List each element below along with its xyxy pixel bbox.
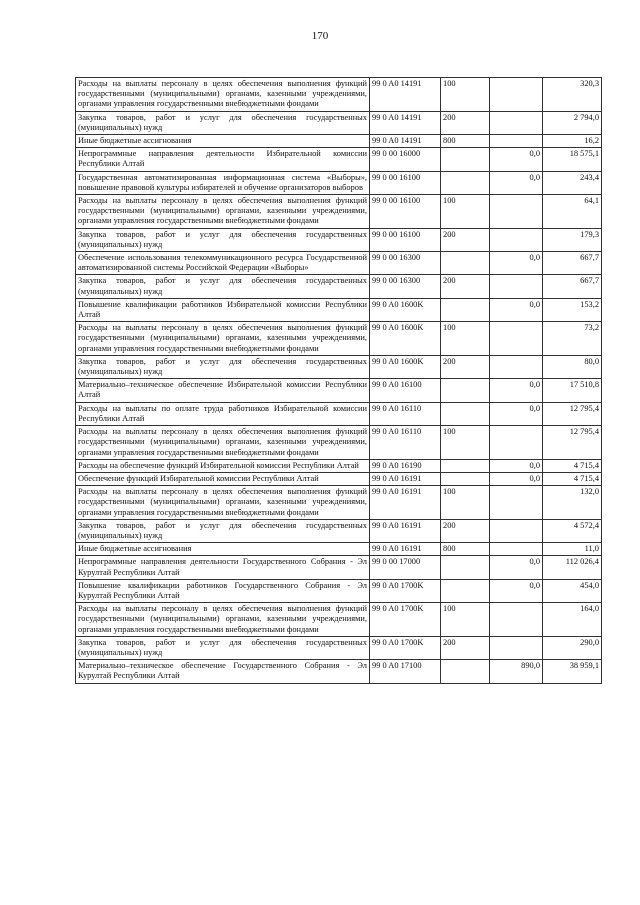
row-amount-b-cell: 38 959,1 (543, 660, 602, 683)
row-amount-b-cell: 12 795,4 (543, 426, 602, 460)
row-type-cell: 200 (441, 228, 490, 251)
row-amount-a-cell (490, 426, 543, 460)
row-code-cell: 99 0 00 16100 (370, 228, 441, 251)
row-amount-b-cell: 132,0 (543, 486, 602, 520)
row-type-cell (441, 298, 490, 321)
row-type-cell: 100 (441, 603, 490, 637)
row-amount-a-cell: 0,0 (490, 459, 543, 472)
table-row (76, 111, 602, 134)
row-code-cell: 99 0 A0 14191 (370, 78, 441, 112)
row-amount-a-cell: 0,0 (490, 556, 543, 579)
row-name-cell: Расходы на выплаты персоналу в целях обеспечения выполнения функций государственными (муниципальными) органами, казенными учреждениями, органами управления государственными внебюджетными фондами (76, 78, 370, 112)
row-type-cell (441, 660, 490, 683)
row-code-cell: 99 0 A0 1700K (370, 579, 441, 602)
table-row (76, 556, 602, 579)
row-name-cell: Непрограммные направления деятельности Государственного Собрания - Эл Курултай Республики Алтай (76, 556, 370, 579)
row-code-cell: 99 0 A0 1600K (370, 355, 441, 378)
row-amount-b-cell: 64,1 (543, 195, 602, 229)
row-name-cell: Расходы на обеспечение функций Избирательной комиссии Республики Алтай (76, 459, 370, 472)
table-row (76, 78, 602, 112)
row-name-cell: Материально–техническое обеспечение Избирательной комиссии Республики Алтай (76, 379, 370, 402)
row-type-cell: 800 (441, 135, 490, 148)
row-amount-b-cell: 667,7 (543, 275, 602, 298)
row-code-cell: 99 0 00 16100 (370, 171, 441, 194)
row-amount-a-cell (490, 543, 543, 556)
row-name-cell: Расходы на выплаты персоналу в целях обеспечения выполнения функций государственными (муниципальными) органами, казенными учреждениями, органами управления государственными внебюджетными фондами (76, 322, 370, 356)
row-name-cell: Закупка товаров, работ и услуг для обеспечения государственных (муниципальных) нужд (76, 636, 370, 659)
row-type-cell: 100 (441, 322, 490, 356)
row-type-cell: 100 (441, 195, 490, 229)
row-name-cell: Расходы на выплаты персоналу в целях обеспечения выполнения функций государственными (муниципальными) органами, казенными учреждениями, органами управления государственными внебюджетными фондами (76, 195, 370, 229)
row-amount-a-cell: 0,0 (490, 472, 543, 485)
row-amount-b-cell: 290,0 (543, 636, 602, 659)
row-name-cell: Обеспечение функций Избирательной комиссии Республики Алтай (76, 472, 370, 485)
row-amount-b-cell: 243,4 (543, 171, 602, 194)
table-row (76, 472, 602, 485)
row-code-cell: 99 0 A0 17100 (370, 660, 441, 683)
row-amount-a-cell (490, 228, 543, 251)
table-row (76, 486, 602, 520)
row-type-cell: 100 (441, 78, 490, 112)
row-amount-a-cell (490, 636, 543, 659)
row-type-cell: 100 (441, 426, 490, 460)
table-row (76, 252, 602, 275)
table-row (76, 603, 602, 637)
row-name-cell: Расходы на выплаты персоналу в целях обеспечения выполнения функций государственными (муниципальными) органами, казенными учреждениями, органами управления государственными внебюджетными фондами (76, 426, 370, 460)
row-type-cell: 800 (441, 543, 490, 556)
row-amount-a-cell (490, 78, 543, 112)
table-row (76, 519, 602, 542)
row-amount-b-cell: 12 795,4 (543, 402, 602, 425)
row-amount-b-cell: 112 026,4 (543, 556, 602, 579)
row-amount-b-cell: 179,3 (543, 228, 602, 251)
row-code-cell: 99 0 00 17000 (370, 556, 441, 579)
row-type-cell (441, 171, 490, 194)
row-amount-a-cell (490, 322, 543, 356)
row-name-cell: Закупка товаров, работ и услуг для обеспечения государственных (муниципальных) нужд (76, 228, 370, 251)
row-code-cell: 99 0 A0 16191 (370, 486, 441, 520)
table-row (76, 228, 602, 251)
row-amount-a-cell (490, 603, 543, 637)
row-name-cell: Иные бюджетные ассигнования (76, 135, 370, 148)
row-type-cell: 100 (441, 486, 490, 520)
table-row (76, 543, 602, 556)
table-row (76, 135, 602, 148)
row-name-cell: Закупка товаров, работ и услуг для обеспечения государственных (муниципальных) нужд (76, 275, 370, 298)
row-amount-a-cell: 0,0 (490, 579, 543, 602)
table-row (76, 459, 602, 472)
row-code-cell: 99 0 00 16300 (370, 275, 441, 298)
row-amount-a-cell (490, 355, 543, 378)
row-code-cell: 99 0 A0 1600K (370, 298, 441, 321)
table-row (76, 579, 602, 602)
row-amount-b-cell: 153,2 (543, 298, 602, 321)
row-amount-b-cell: 17 510,8 (543, 379, 602, 402)
row-amount-b-cell: 11,0 (543, 543, 602, 556)
row-amount-b-cell: 320,3 (543, 78, 602, 112)
row-amount-a-cell (490, 135, 543, 148)
table-row (76, 660, 602, 683)
row-amount-a-cell: 0,0 (490, 379, 543, 402)
row-name-cell: Иные бюджетные ассигнования (76, 543, 370, 556)
table-row (76, 298, 602, 321)
row-name-cell: Повышение квалификации работников Избирательной комиссии Республики Алтай (76, 298, 370, 321)
row-amount-a-cell: 890,0 (490, 660, 543, 683)
row-amount-a-cell (490, 486, 543, 520)
row-type-cell: 200 (441, 355, 490, 378)
row-type-cell (441, 252, 490, 275)
row-name-cell: Непрограммные направления деятельности Избирательной комиссии Республики Алтай (76, 148, 370, 171)
row-amount-a-cell: 0,0 (490, 171, 543, 194)
row-amount-a-cell (490, 519, 543, 542)
row-code-cell: 99 0 A0 14191 (370, 135, 441, 148)
row-name-cell: Закупка товаров, работ и услуг для обеспечения государственных (муниципальных) нужд (76, 519, 370, 542)
row-amount-b-cell: 4 572,4 (543, 519, 602, 542)
row-code-cell: 99 0 00 16300 (370, 252, 441, 275)
row-name-cell: Материально–техническое обеспечение Государственного Собрания - Эл Курултай Республики Алтай (76, 660, 370, 683)
row-code-cell: 99 0 A0 16190 (370, 459, 441, 472)
row-amount-a-cell (490, 275, 543, 298)
row-amount-a-cell: 0,0 (490, 148, 543, 171)
row-type-cell (441, 556, 490, 579)
row-type-cell: 200 (441, 275, 490, 298)
row-amount-b-cell: 2 794,0 (543, 111, 602, 134)
table-row (76, 402, 602, 425)
row-code-cell: 99 0 A0 14191 (370, 111, 441, 134)
row-amount-b-cell: 4 715,4 (543, 472, 602, 485)
row-amount-b-cell: 4 715,4 (543, 459, 602, 472)
budget-table (75, 77, 602, 684)
row-type-cell: 200 (441, 636, 490, 659)
row-type-cell (441, 379, 490, 402)
row-code-cell: 99 0 A0 16191 (370, 519, 441, 542)
row-amount-a-cell: 0,0 (490, 402, 543, 425)
table-row (76, 426, 602, 460)
row-type-cell (441, 472, 490, 485)
row-name-cell: Расходы на выплаты персоналу в целях обеспечения выполнения функций государственными (муниципальными) органами, казенными учреждениями, органами управления государственными внебюджетными фондами (76, 603, 370, 637)
row-code-cell: 99 0 A0 1700K (370, 636, 441, 659)
row-code-cell: 99 0 00 16000 (370, 148, 441, 171)
row-amount-b-cell: 73,2 (543, 322, 602, 356)
page-number: 170 (311, 30, 329, 42)
row-name-cell: Закупка товаров, работ и услуг для обеспечения государственных (муниципальных) нужд (76, 111, 370, 134)
row-code-cell: 99 0 A0 16191 (370, 472, 441, 485)
row-name-cell: Расходы на выплаты персоналу в целях обеспечения выполнения функций государственными (муниципальными) органами, казенными учреждениями, органами управления государственными внебюджетными фондами (76, 486, 370, 520)
row-amount-a-cell (490, 195, 543, 229)
row-name-cell: Расходы на выплаты по оплате труда работников Избирательной комиссии Республики Алтай (76, 402, 370, 425)
row-type-cell (441, 402, 490, 425)
table-row (76, 275, 602, 298)
row-code-cell: 99 0 00 16100 (370, 195, 441, 229)
row-amount-b-cell: 16,2 (543, 135, 602, 148)
row-type-cell: 200 (441, 519, 490, 542)
row-code-cell: 99 0 A0 1700K (370, 603, 441, 637)
row-name-cell: Государственная автоматизированная информационная система «Выборы», повышение правовой культуры избирателей и обучение организаторов выборов (76, 171, 370, 194)
row-name-cell: Обеспечение использования телекоммуникационного ресурса Государственной автоматизированной системы Российской Федерации «Выборы» (76, 252, 370, 275)
row-type-cell (441, 148, 490, 171)
row-code-cell: 99 0 A0 16100 (370, 379, 441, 402)
row-name-cell: Закупка товаров, работ и услуг для обеспечения государственных (муниципальных) нужд (76, 355, 370, 378)
row-amount-b-cell: 80,0 (543, 355, 602, 378)
table-row (76, 355, 602, 378)
row-code-cell: 99 0 A0 1600K (370, 322, 441, 356)
table-row (76, 171, 602, 194)
row-amount-b-cell: 18 575,1 (543, 148, 602, 171)
table-row (76, 379, 602, 402)
row-code-cell: 99 0 A0 16110 (370, 426, 441, 460)
table-row (76, 636, 602, 659)
row-type-cell (441, 459, 490, 472)
row-amount-b-cell: 667,7 (543, 252, 602, 275)
row-name-cell: Повышение квалификации работников Государственного Собрания - Эл Курултай Республики Алтай (76, 579, 370, 602)
row-amount-a-cell (490, 111, 543, 134)
row-code-cell: 99 0 A0 16191 (370, 543, 441, 556)
table-row (76, 322, 602, 356)
row-amount-a-cell: 0,0 (490, 252, 543, 275)
row-amount-b-cell: 454,0 (543, 579, 602, 602)
row-amount-a-cell: 0,0 (490, 298, 543, 321)
row-amount-b-cell: 164,0 (543, 603, 602, 637)
table-row (76, 148, 602, 171)
row-type-cell (441, 579, 490, 602)
row-type-cell: 200 (441, 111, 490, 134)
row-code-cell: 99 0 A0 16110 (370, 402, 441, 425)
table-row (76, 195, 602, 229)
